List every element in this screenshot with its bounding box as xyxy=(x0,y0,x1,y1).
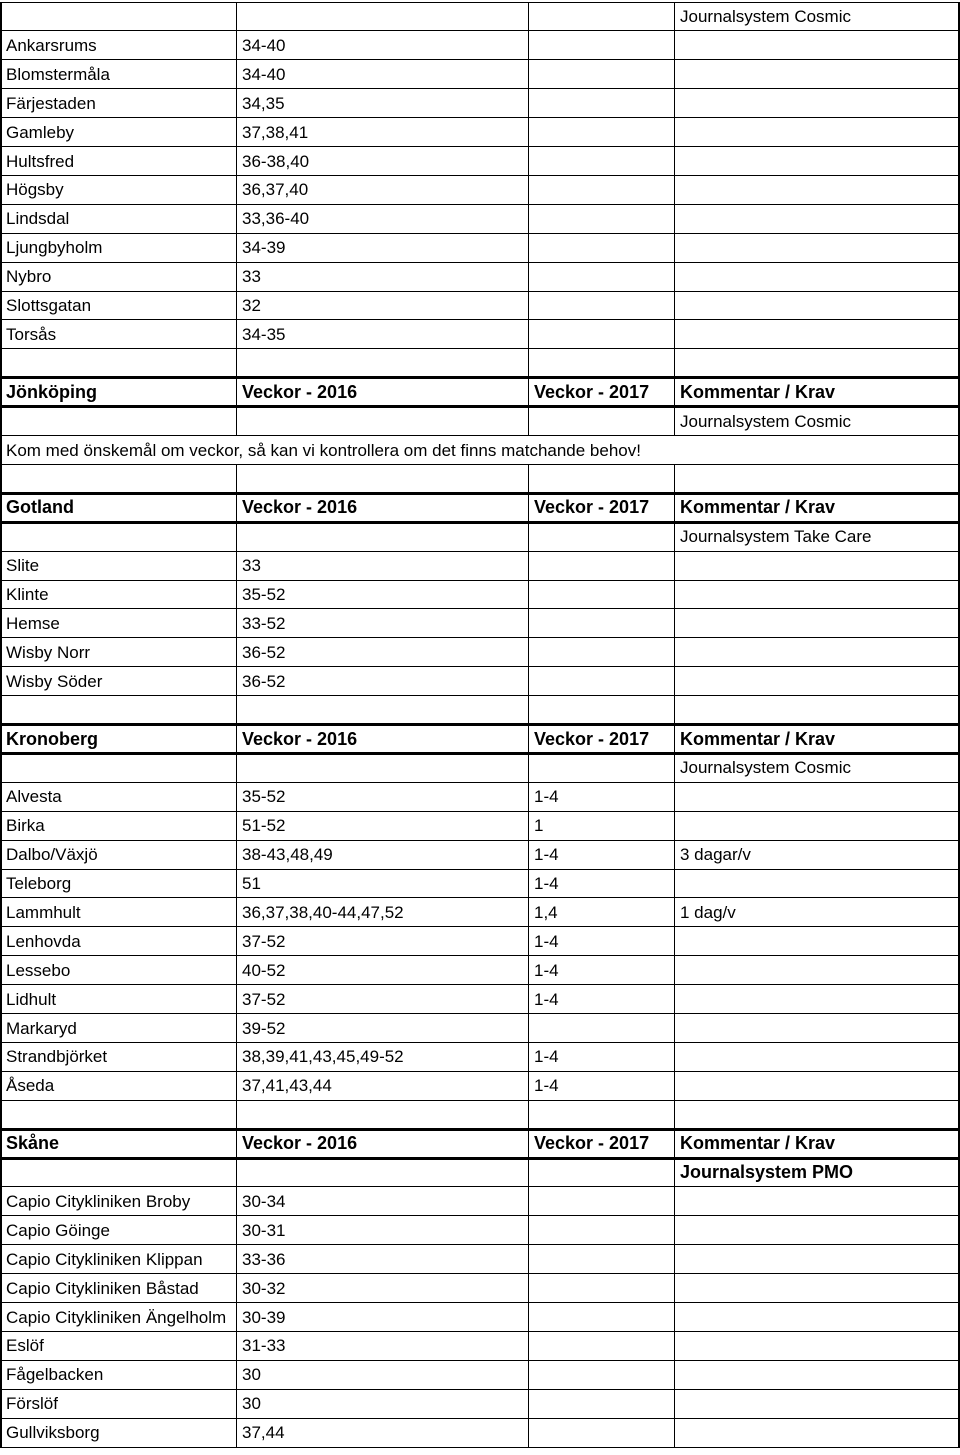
unit-name-cell: Markaryd xyxy=(6,1018,77,1038)
grid-hline xyxy=(0,146,960,147)
weeks-2016-cell: 51 xyxy=(242,874,261,893)
grid-vline xyxy=(674,1303,675,1332)
grid-vline xyxy=(528,1303,529,1332)
grid-vline xyxy=(674,1071,675,1100)
grid-vline xyxy=(674,262,675,291)
unit-name-cell: Ljungbyholm xyxy=(6,238,103,258)
grid-vline xyxy=(674,782,675,811)
unit-name-cell: Blomstermåla xyxy=(6,64,110,84)
grid-vline xyxy=(674,118,675,147)
grid-hline xyxy=(0,811,960,812)
grid-vline xyxy=(674,1389,675,1418)
weeks-2016-cell: 37,38,41 xyxy=(242,122,309,142)
unit-name-cell: Alvesta xyxy=(6,787,62,807)
grid-vline xyxy=(236,696,237,725)
weeks-2017-cell: 1-4 xyxy=(534,1076,559,1096)
region-header-cell: Skåne xyxy=(6,1133,60,1154)
grid-vline xyxy=(528,1187,529,1216)
grid-vline xyxy=(236,349,237,378)
grid-vline xyxy=(674,1187,675,1216)
unit-name-cell: Torsås xyxy=(6,324,57,344)
grid-hline xyxy=(0,637,960,638)
weeks-2016-cell: 30-39 xyxy=(242,1307,286,1327)
grid-hline xyxy=(0,233,960,234)
weeks-2017-cell: 1-4 xyxy=(534,960,559,980)
weeks-2017-cell: 1-4 xyxy=(534,787,559,807)
weeks-2016-cell: 32 xyxy=(242,296,261,315)
grid-hline xyxy=(0,897,960,898)
region-header-cell: Gotland xyxy=(6,497,74,518)
grid-vline xyxy=(528,696,529,725)
unit-name-cell: Hultsfred xyxy=(6,151,75,171)
weeks-2016-cell: 30-31 xyxy=(242,1220,286,1240)
unit-name-cell: Nybro xyxy=(6,267,52,287)
unit-name-cell: Capio Citykliniken Ängelholm xyxy=(6,1307,227,1327)
grid-vline xyxy=(528,753,529,782)
grid-vline xyxy=(528,1360,529,1389)
unit-name-cell: Lidhult xyxy=(6,989,57,1009)
grid-vline xyxy=(674,609,675,638)
grid-vline xyxy=(0,522,2,551)
grid-hline xyxy=(0,580,960,581)
weeks-2016-cell: 51-52 xyxy=(242,816,286,836)
grid-hline xyxy=(0,1100,960,1101)
grid-hline xyxy=(0,204,960,205)
unit-name-cell: Teleborg xyxy=(6,874,72,893)
weeks-2016-cell: 30-34 xyxy=(242,1191,286,1211)
grid-vline xyxy=(674,551,675,580)
grid-vline xyxy=(674,464,675,493)
grid-vline xyxy=(674,1274,675,1303)
grid-vline xyxy=(674,667,675,696)
grid-hline xyxy=(0,262,960,263)
weeks-2016-cell: 34-39 xyxy=(242,238,286,258)
weeks-2016-cell: 36-52 xyxy=(242,642,286,662)
weeks-2016-cell: 34,35 xyxy=(242,93,285,113)
grid-vline xyxy=(0,696,2,725)
region-header-cell: Kommentar / Krav xyxy=(680,1133,836,1154)
unit-name-cell: Kom med önskemål om veckor, så kan vi kontrollera om det finns matchande behov! xyxy=(6,440,641,460)
grid-hline xyxy=(0,840,960,841)
grid-vline xyxy=(528,1418,529,1447)
grid-hline xyxy=(0,348,960,349)
weeks-2016-cell: 36-52 xyxy=(242,671,286,691)
grid-vline xyxy=(236,1100,237,1129)
grid-vline xyxy=(528,1014,529,1043)
weeks-2016-cell: 37-52 xyxy=(242,989,286,1009)
weeks-2016-cell: 40-52 xyxy=(242,960,286,980)
grid-vline xyxy=(528,349,529,378)
grid-hline xyxy=(0,291,960,292)
unit-name-cell: Gullviksborg xyxy=(6,1423,100,1443)
region-header-cell: Kronoberg xyxy=(6,728,98,749)
grid-hline xyxy=(0,666,960,667)
grid-vline xyxy=(528,2,529,31)
grid-vline xyxy=(0,1158,2,1187)
grid-vline xyxy=(674,1100,675,1129)
grid-vline xyxy=(528,262,529,291)
grid-vline xyxy=(0,2,2,31)
grid-vline xyxy=(528,638,529,667)
grid-vline xyxy=(528,1389,529,1418)
grid-vline xyxy=(0,464,2,493)
grid-hline xyxy=(0,1360,960,1361)
comment-cell: Journalsystem Cosmic xyxy=(680,7,851,26)
weeks-2016-cell: 38-43,48,49 xyxy=(242,845,333,865)
grid-vline xyxy=(528,551,529,580)
grid-vline xyxy=(0,1100,2,1129)
weeks-2016-cell: 39-52 xyxy=(242,1018,286,1038)
unit-name-cell: Wisby Norr xyxy=(6,642,91,662)
grid-hline xyxy=(0,59,960,60)
grid-vline xyxy=(528,60,529,89)
grid-vline xyxy=(674,580,675,609)
weeks-2016-cell: 34-40 xyxy=(242,35,286,55)
unit-name-cell: Ankarsrums xyxy=(6,35,97,55)
weeks-2016-cell: 30-32 xyxy=(242,1278,286,1298)
grid-hline xyxy=(0,88,960,89)
grid-hline xyxy=(0,319,960,320)
weeks-2016-cell: 37,41,43,44 xyxy=(242,1076,332,1096)
grid-vline xyxy=(674,349,675,378)
region-header-cell: Kommentar / Krav xyxy=(680,728,836,749)
grid-vline xyxy=(674,1216,675,1245)
weeks-2016-cell: 35-52 xyxy=(242,585,286,604)
weeks-2016-cell: 33-36 xyxy=(242,1249,286,1269)
unit-name-cell: Strandbjörket xyxy=(6,1047,108,1067)
grid-vline xyxy=(528,407,529,436)
grid-vline xyxy=(674,696,675,725)
weeks-2016-cell: 33 xyxy=(242,556,261,576)
region-header-cell: Veckor - 2017 xyxy=(534,497,650,518)
grid-hline xyxy=(0,608,960,609)
comment-cell: Journalsystem Cosmic xyxy=(680,758,851,778)
grid-vline xyxy=(236,407,237,436)
weeks-2016-cell: 37-52 xyxy=(242,931,286,951)
comment-cell: 1 dag/v xyxy=(680,902,736,922)
grid-vline xyxy=(236,464,237,493)
unit-name-cell: Hemse xyxy=(6,613,60,633)
unit-name-cell: Eslöf xyxy=(6,1336,44,1356)
grid-vline xyxy=(0,407,2,436)
region-header-cell: Kommentar / Krav xyxy=(680,497,836,518)
grid-vline xyxy=(528,89,529,118)
grid-vline xyxy=(528,291,529,320)
grid-hline xyxy=(0,1418,960,1419)
grid-vline xyxy=(528,204,529,233)
weeks-2016-cell: 33 xyxy=(242,267,261,287)
grid-hline xyxy=(0,117,960,118)
unit-name-cell: Lammhult xyxy=(6,902,81,922)
weeks-2016-cell: 37,44 xyxy=(242,1423,285,1443)
comment-cell: Journalsystem PMO xyxy=(680,1162,854,1182)
grid-vline xyxy=(528,1100,529,1129)
unit-name-cell: Åseda xyxy=(6,1076,55,1096)
weeks-2016-cell: 35-52 xyxy=(242,787,286,807)
grid-vline xyxy=(0,349,2,378)
weeks-2016-cell: 36-38,40 xyxy=(242,151,310,171)
weeks-2016-cell: 38,39,41,43,45,49-52 xyxy=(242,1047,404,1067)
region-header-cell: Kommentar / Krav xyxy=(680,381,836,402)
grid-vline xyxy=(528,580,529,609)
grid-hline xyxy=(0,695,960,696)
unit-name-cell: Lenhovda xyxy=(6,931,81,951)
unit-name-cell: Fågelbacken xyxy=(6,1365,104,1385)
grid-vline xyxy=(236,1158,237,1187)
unit-name-cell: Capio Citykliniken Klippan xyxy=(6,1249,203,1269)
region-header-cell: Veckor - 2017 xyxy=(534,1133,650,1154)
region-header-cell: Veckor - 2016 xyxy=(242,728,358,749)
grid-hline xyxy=(0,1013,960,1014)
weeks-2017-cell: 1-4 xyxy=(534,845,559,865)
grid-vline xyxy=(674,233,675,262)
region-header-cell: Veckor - 2016 xyxy=(242,381,358,402)
region-header-cell: Veckor - 2016 xyxy=(242,1133,358,1154)
grid-vline xyxy=(674,956,675,985)
grid-hline xyxy=(0,175,960,176)
grid-vline xyxy=(674,1014,675,1043)
grid-vline xyxy=(236,753,237,782)
grid-vline xyxy=(528,609,529,638)
region-header-cell: Veckor - 2017 xyxy=(534,728,650,749)
unit-name-cell: Högsby xyxy=(6,180,64,200)
grid-vline xyxy=(674,1331,675,1360)
weeks-2016-cell: 36,37,38,40-44,47,52 xyxy=(242,902,404,922)
grid-vline xyxy=(674,1360,675,1389)
grid-vline xyxy=(528,320,529,349)
unit-name-cell: Klinte xyxy=(6,585,49,604)
weeks-2017-cell: 1-4 xyxy=(534,874,559,893)
grid-vline xyxy=(674,60,675,89)
grid-vline xyxy=(528,118,529,147)
unit-name-cell: Wisby Söder xyxy=(6,671,103,691)
grid-vline xyxy=(528,1158,529,1187)
grid-vline xyxy=(674,89,675,118)
grid-vline xyxy=(674,1418,675,1447)
grid-hline xyxy=(0,955,960,956)
unit-name-cell: Capio Citykliniken Båstad xyxy=(6,1278,199,1298)
grid-hline xyxy=(0,869,960,870)
region-header-cell: Veckor - 2017 xyxy=(534,381,650,402)
region-header-cell: Veckor - 2016 xyxy=(242,497,358,518)
weeks-2017-cell: 1-4 xyxy=(534,989,559,1009)
grid-vline xyxy=(528,464,529,493)
comment-cell: 3 dagar/v xyxy=(680,845,751,865)
grid-vline xyxy=(674,204,675,233)
grid-vline xyxy=(674,291,675,320)
weeks-2017-cell: 1 xyxy=(534,816,544,836)
grid-hline xyxy=(0,1042,960,1043)
unit-name-cell: Färjestaden xyxy=(6,93,96,113)
unit-name-cell: Capio Göinge xyxy=(6,1220,110,1240)
grid-vline xyxy=(528,1331,529,1360)
grid-vline xyxy=(236,522,237,551)
unit-name-cell: Gamleby xyxy=(6,122,75,142)
unit-name-cell: Birka xyxy=(6,816,45,836)
unit-name-cell: Slottsgatan xyxy=(6,296,92,315)
grid-vline xyxy=(674,638,675,667)
unit-name-cell: Capio Citykliniken Broby xyxy=(6,1191,191,1211)
grid-vline xyxy=(528,1245,529,1274)
comment-cell: Journalsystem Cosmic xyxy=(680,411,851,431)
grid-vline xyxy=(674,985,675,1014)
grid-vline xyxy=(528,1274,529,1303)
grid-hline xyxy=(0,1389,960,1390)
comment-cell: Journalsystem Take Care xyxy=(680,527,872,547)
grid-vline xyxy=(674,31,675,60)
weeks-2017-cell: 1,4 xyxy=(534,902,558,922)
region-header-cell: Jönköping xyxy=(6,381,97,402)
unit-name-cell: Lindsdal xyxy=(6,209,70,229)
unit-name-cell: Lessebo xyxy=(6,960,71,980)
weeks-2016-cell: 30 xyxy=(242,1394,261,1414)
grid-vline xyxy=(674,1042,675,1071)
grid-vline xyxy=(528,175,529,204)
grid-vline xyxy=(528,233,529,262)
grid-vline xyxy=(236,2,237,31)
grid-vline xyxy=(0,753,2,782)
weeks-2016-cell: 30 xyxy=(242,1365,261,1385)
weeks-2016-cell: 33,36-40 xyxy=(242,209,310,229)
grid-vline xyxy=(674,811,675,840)
grid-vline xyxy=(674,175,675,204)
weeks-2016-cell: 34-35 xyxy=(242,324,286,344)
weeks-2016-cell: 33-52 xyxy=(242,613,286,633)
weeks-2017-cell: 1-4 xyxy=(534,1047,559,1067)
unit-name-cell: Dalbo/Växjö xyxy=(6,845,98,865)
unit-name-cell: Förslöf xyxy=(6,1394,58,1414)
grid-vline xyxy=(674,147,675,176)
grid-vline xyxy=(528,667,529,696)
grid-vline xyxy=(528,31,529,60)
weeks-2017-cell: 1-4 xyxy=(534,931,559,951)
grid-vline xyxy=(674,869,675,898)
grid-vline xyxy=(528,147,529,176)
weeks-2016-cell: 31-33 xyxy=(242,1336,286,1356)
grid-vline xyxy=(674,927,675,956)
grid-vline xyxy=(674,320,675,349)
grid-hline xyxy=(0,1447,960,1448)
grid-vline xyxy=(528,522,529,551)
unit-name-cell: Slite xyxy=(6,556,40,576)
grid-hline xyxy=(0,926,960,927)
weeks-2016-cell: 34-40 xyxy=(242,64,286,84)
grid-vline xyxy=(528,1216,529,1245)
grid-hline xyxy=(0,984,960,985)
grid-vline xyxy=(674,1245,675,1274)
weeks-2016-cell: 36,37,40 xyxy=(242,180,309,200)
grid-hline xyxy=(0,1071,960,1072)
